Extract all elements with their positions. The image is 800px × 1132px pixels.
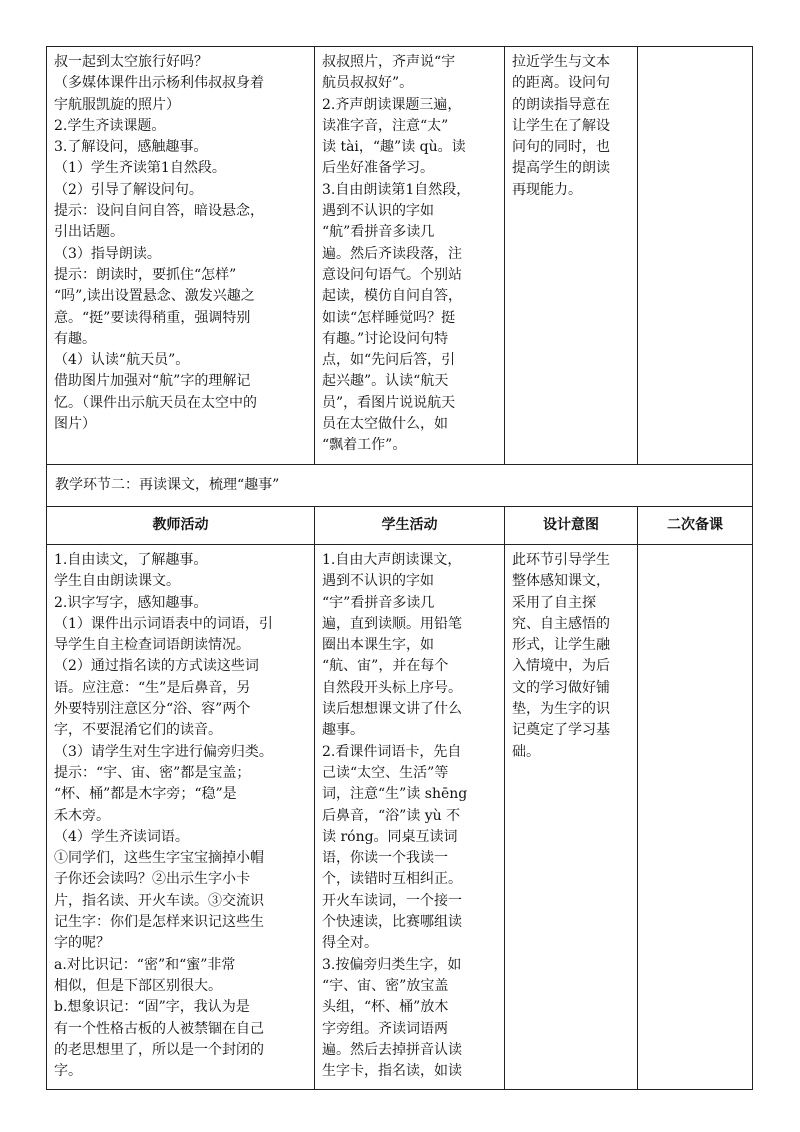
text-line: 自然段开头标上序号。 (322, 679, 462, 696)
text-line: 如读“怎样睡觉吗？挺 (322, 309, 456, 326)
text-line: 个，读错时互相纠正。 (322, 871, 462, 888)
student-activity-text (322, 52, 497, 457)
design-intent-text (512, 550, 630, 763)
text-line: （2）引导了解设问句。 (54, 181, 203, 198)
text-line: 语。应注意：“生”是后鼻音，另 (54, 679, 251, 696)
text-line: 意。“挺”要读得稍重，强调特别 (54, 309, 251, 326)
text-line: 让学生在了解设 (512, 117, 610, 134)
text-line: 宇航服凯旋的照片） (54, 96, 180, 113)
text-line: 2.看课件词语卡，先自 (322, 743, 462, 760)
text-line: 字的呢？ (54, 935, 110, 952)
text-line: （3）指导朗读。 (54, 245, 161, 262)
text-line: 有趣。”讨论设问句特 (322, 330, 449, 347)
text-line: （4）认读“航天员”。 (54, 352, 190, 369)
second-prep-cell (638, 545, 753, 1090)
text-line: 禾木旁。 (54, 807, 110, 824)
text-line: 形式，让学生融 (512, 637, 610, 654)
text-line: 础。 (512, 743, 540, 760)
text-line: 借助图片加强对“航”字的理解记 (54, 373, 251, 390)
text-line: 读 tài，“趣”读 qù。读 (322, 139, 466, 156)
header-design-intent: 设计意图 (505, 507, 638, 545)
header-second-prep: 二次备课 (638, 507, 753, 545)
text-line: 起兴趣”。认读“航天 (322, 373, 449, 390)
text-line: 开火车读词，一个接一 (322, 892, 462, 909)
text-line: 相似，但是下部区别很大。 (54, 977, 222, 994)
text-line: （多媒体课件出示杨利伟叔叔身着 (54, 75, 264, 92)
text-line: 1.自由大声朗读课文， (322, 552, 462, 568)
text-line: 叔叔照片，齐声说“宇 (322, 54, 456, 70)
text-line: 读准字音，注意“太” (322, 117, 449, 134)
text-line: （1）课件出示词语表中的词语，引 (54, 615, 273, 632)
lesson-plan-table (46, 46, 753, 1090)
teacher-activity-cell (47, 47, 315, 465)
student-activity-cell (315, 47, 505, 465)
text-line: 后鼻音，“浴”读 yù 不 (322, 807, 461, 824)
text-line: 垫，为生字的识 (512, 701, 610, 718)
text-line: 有趣。 (54, 330, 96, 347)
text-line: 点，如“先问后答，引 (322, 352, 456, 369)
text-line: 片，指名读、开火车读。③交流识 (54, 892, 264, 909)
text-line: 文的学习做好铺 (512, 679, 610, 696)
text-line: 忆。（课件出示航天员在太空中的 (54, 394, 257, 411)
text-line: 2.齐声朗读课题三遍， (322, 96, 462, 113)
text-line: “宇、宙、密”放宝盖 (322, 977, 449, 994)
text-line: 记奠定了学习基 (512, 722, 610, 739)
header-teacher-activity: 教师活动 (47, 507, 315, 545)
text-line: b.想象识记：“固”字，我认为是 (54, 999, 250, 1016)
text-line: 3.按偏旁归类生字，如 (322, 956, 462, 973)
text-line: 遇到不认识的字如 (322, 573, 434, 590)
teacher-activity-cell (47, 545, 315, 1090)
design-intent-text (512, 52, 630, 201)
text-line: 整体感知课文， (512, 573, 610, 590)
text-line: 圈出本课生字，如 (322, 637, 434, 654)
text-line: “飘着工作”。 (322, 437, 407, 454)
header-row (47, 507, 753, 545)
text-line: 究、自主感悟的 (512, 615, 610, 632)
text-line: 拉近学生与文本 (512, 54, 610, 70)
text-line: “宇”看拼音多读几 (322, 594, 435, 611)
text-line: ①同学们，这些生字宝宝摘掉小帽 (54, 850, 264, 867)
text-line: 的朗读指导意在 (512, 96, 610, 113)
text-line: 头组，“杯、桶”放木 (322, 999, 449, 1016)
text-line: （1）学生齐读第1自然段。 (54, 160, 226, 177)
second-prep-cell (638, 47, 753, 465)
text-line: 意设问句语气。个别站 (322, 266, 462, 283)
text-line: 学生自由朗读课文。 (54, 573, 180, 590)
text-line: 字，不要混淆它们的读音。 (54, 722, 222, 739)
text-line: 读后想想课文讲了什么 (322, 701, 462, 718)
text-line: 起读，模仿自问自答， (322, 288, 462, 305)
text-line: 外要特别注意区分“浴、容”两个 (54, 701, 251, 718)
text-line: 词，注意“生”读 shēng (322, 786, 468, 803)
text-line: 员在太空做什么，如 (322, 416, 448, 433)
text-line: 记生字：你们是怎样来识记这些生 (54, 914, 264, 931)
text-line: 提高学生的朗读 (512, 160, 610, 177)
text-line: 得全对。 (322, 935, 378, 952)
header-student-activity: 学生活动 (315, 507, 505, 545)
text-line: a.对比识记：“密”和“蜜”非常 (54, 956, 236, 973)
text-line: 趣事。 (322, 722, 364, 739)
section-title: 教学环节二：再读课文，梳理“趣事” (47, 465, 753, 507)
table-row (47, 545, 753, 1090)
text-line: “杯、桶”都是木字旁；“稳”是 (54, 786, 237, 803)
text-line: 字旁组。齐读词语两 (322, 1020, 448, 1037)
text-line: 提示：“宇、宙、密”都是宝盖； (54, 764, 251, 781)
text-line: 字。 (54, 1063, 82, 1080)
student-activity-cell (315, 545, 505, 1090)
teacher-activity-text (54, 550, 307, 1082)
text-line: 3.自由朗读第1自然段， (322, 181, 471, 198)
text-line: （3）请学生对生字进行偏旁归类。 (54, 743, 273, 760)
teacher-activity-text (54, 52, 307, 435)
design-intent-cell (505, 545, 638, 1090)
text-line: 叔一起到太空旅行好吗？ (54, 54, 208, 70)
section-title-row (47, 465, 753, 507)
text-line: 2.识字写字，感知趣事。 (54, 594, 208, 611)
text-line: 子你还会读吗？②出示生字小卡 (54, 871, 250, 888)
text-line: 1.自由读文，了解趣事。 (54, 552, 208, 568)
text-line: 图片） (54, 416, 96, 433)
text-line: （2）通过指名读的方式读这些词 (54, 658, 259, 675)
student-activity-text (322, 550, 497, 1082)
text-line: 遍。然后去掉拼音认读 (322, 1041, 462, 1058)
design-intent-cell (505, 47, 638, 465)
text-line: 遍。然后齐读段落，注 (322, 245, 462, 262)
text-line: 遍，直到读顺。用铅笔 (322, 615, 462, 632)
text-line: 采用了自主探 (512, 594, 596, 611)
text-line: 引出话题。 (54, 224, 124, 241)
text-line: 员”，看图片说说航天 (322, 394, 456, 411)
text-line: （4）学生齐读词语。 (54, 828, 189, 845)
text-line: 后坐好准备学习。 (322, 160, 434, 177)
text-line: 遇到不认识的字如 (322, 203, 434, 220)
text-line: 个快速读，比赛哪组读 (322, 914, 462, 931)
text-line: 再现能力。 (512, 181, 582, 198)
text-line: 有一个性格古板的人被禁锢在自己 (54, 1020, 264, 1037)
text-line: 此环节引导学生 (512, 552, 610, 568)
text-line: 提示：朗读时，要抓住“怎样” (54, 266, 237, 283)
text-line: 2.学生齐读课题。 (54, 117, 166, 134)
text-line: 读 róng。同桌互读词 (322, 828, 458, 845)
text-line: 语，你读一个我读一 (322, 850, 448, 867)
text-line: “航、宙”，并在每个 (322, 658, 449, 675)
text-line: 生字卡，指名读，如读 (322, 1063, 462, 1080)
text-line: 入情境中，为后 (512, 658, 610, 675)
text-line: 的老思想里了，所以是一个封闭的 (54, 1041, 264, 1058)
text-line: 的距离。设问句 (512, 75, 610, 92)
text-line: 航员叔叔好”。 (322, 75, 414, 92)
text-line: 提示：设问自问自答，暗设悬念， (54, 203, 264, 220)
text-line: “航”看拼音多读几 (322, 224, 435, 241)
text-line: 问句的同时，也 (512, 139, 610, 156)
text-line: “吗”,读出设置悬念、激发兴趣之 (54, 288, 255, 305)
text-line: 导学生自主检查词语朗读情况。 (54, 637, 250, 654)
text-line: 己读“太空、生活”等 (322, 764, 449, 781)
text-line: 3.了解设问，感触趣事。 (54, 139, 208, 156)
table-row (47, 47, 753, 465)
